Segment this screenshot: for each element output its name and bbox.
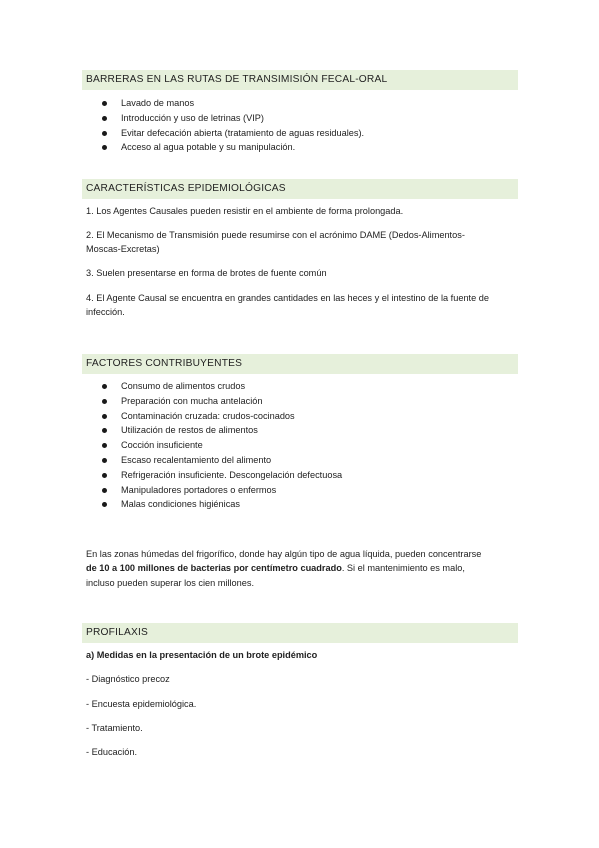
- list-item-text: Consumo de alimentos crudos: [121, 381, 246, 391]
- bullet-icon: [102, 399, 107, 404]
- list-item-text: Utilización de restos de alimentos: [121, 425, 258, 436]
- list-item: [102, 409, 342, 424]
- paragraph-1: 1. Los Agentes Causales pueden resistir en el ambiente de forma prolongada.: [86, 206, 404, 216]
- list-item: [102, 126, 364, 141]
- list-item: [102, 453, 342, 468]
- list-item: [102, 497, 342, 512]
- list-item: [102, 379, 342, 394]
- list-item-text: Refrigeración insuficiente. Descongelación defectuosa: [121, 469, 343, 480]
- list-item: [102, 483, 342, 498]
- paragraph-4: [86, 292, 516, 319]
- list-item: [102, 111, 364, 126]
- bullet-icon: [102, 384, 107, 389]
- list-item: [102, 438, 342, 453]
- bullet-icon: [102, 116, 107, 121]
- paragraph-4-line-1: 4. El Agente Causal se encuentra en grandes cantidades en las heces y el intestino de la fuente de: [86, 293, 489, 303]
- profilaxis-subheading: a) Medidas en la presentación de un brote epidémico: [86, 650, 318, 660]
- list-item-text: Introducción y uso de letrinas (VIP): [121, 112, 264, 123]
- list-item-text: Contaminación cruzada: crudos-cocinados: [121, 410, 295, 421]
- profilaxis-item: - Educación.: [86, 747, 138, 757]
- bullet-icon: [102, 428, 107, 433]
- list-item-text: Lavado de manos: [121, 98, 195, 108]
- paragraph-4-line-2: infección.: [86, 306, 125, 317]
- section-heading-profilaxis: PROFILAXIS: [82, 623, 518, 643]
- list-item-text: Preparación con mucha antelación: [121, 395, 263, 406]
- list-item: [102, 394, 342, 409]
- frigorifico-paragraph: [86, 547, 516, 590]
- section-heading-caracteristicas: CARACTERÍSTICAS EPIDEMIOLÓGICAS: [82, 179, 518, 199]
- profilaxis-item: - Encuesta epidemiológica.: [86, 699, 197, 709]
- frigorifico-line-3: incluso pueden superar los cien millones.: [86, 577, 255, 588]
- profilaxis-item: - Tratamiento.: [86, 723, 143, 733]
- list-item-text: Cocción insuficiente: [121, 440, 203, 451]
- bullet-icon: [102, 131, 107, 136]
- paragraph-2-line-1: 2. El Mecanismo de Transmisión puede resumirse con el acrónimo DAME (Dedos-Alimentos-: [86, 230, 465, 240]
- list-item: [102, 96, 364, 111]
- barreras-list: [102, 96, 364, 155]
- list-item: [102, 468, 342, 483]
- list-item-text: Acceso al agua potable y su manipulación.: [121, 142, 296, 153]
- bullet-icon: [102, 414, 107, 419]
- section-heading-factores: FACTORES CONTRIBUYENTES: [82, 354, 518, 374]
- bullet-icon: [102, 443, 107, 448]
- list-item: [102, 423, 342, 438]
- paragraph-2: [86, 229, 516, 256]
- list-item-text: Manipuladores portadores o enfermos: [121, 484, 277, 495]
- frigorifico-bold-text: de 10 a 100 millones de bacterias por centímetro cuadrado: [86, 563, 342, 574]
- list-item-text: Escaso recalentamiento del alimento: [121, 454, 272, 465]
- bullet-icon: [102, 101, 107, 106]
- paragraph-3: 3. Suelen presentarse en forma de brotes de fuente común: [86, 268, 327, 278]
- list-item-text: Malas condiciones higiénicas: [121, 499, 240, 510]
- bullet-icon: [102, 145, 107, 150]
- section-heading-barreras: BARRERAS EN LAS RUTAS DE TRANSIMISIÓN FECAL-ORAL: [82, 70, 518, 90]
- frigorifico-line-1: En las zonas húmedas del frigorífico, donde hay algún tipo de agua líquida, pueden concentrarse: [86, 549, 482, 559]
- factores-list: [102, 379, 342, 512]
- list-item-text: Evitar defecación abierta (tratamiento de aguas residuales).: [121, 127, 365, 138]
- bullet-icon: [102, 502, 107, 507]
- profilaxis-item: - Diagnóstico precoz: [86, 674, 170, 684]
- bullet-icon: [102, 488, 107, 493]
- list-item: [102, 140, 364, 155]
- bullet-icon: [102, 473, 107, 478]
- frigorifico-line-2-rest: . Si el mantenimiento es malo,: [341, 563, 465, 574]
- bullet-icon: [102, 458, 107, 463]
- paragraph-2-line-2: Moscas-Excretas): [86, 243, 160, 254]
